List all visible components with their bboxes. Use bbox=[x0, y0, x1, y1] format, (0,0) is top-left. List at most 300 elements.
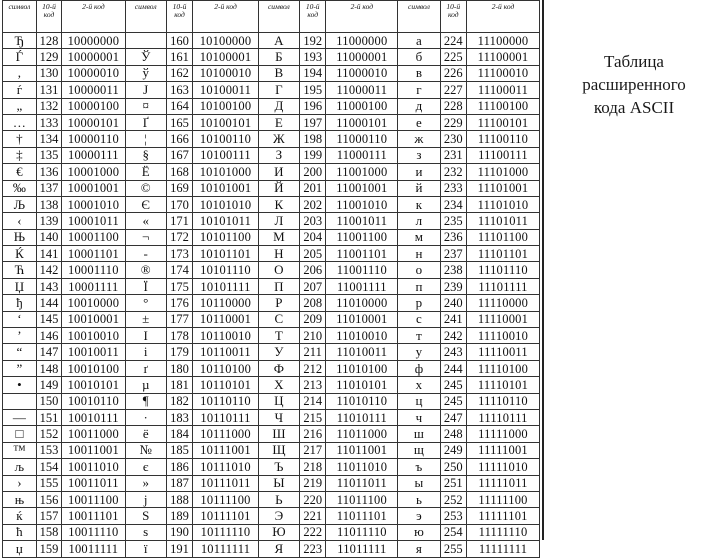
decimal-code-cell: 222 bbox=[299, 524, 325, 540]
column-header: 2-й код bbox=[466, 1, 539, 33]
binary-code-cell: 10011011 bbox=[62, 475, 125, 491]
decimal-code-cell: 233 bbox=[440, 180, 466, 196]
symbol-cell: о bbox=[398, 262, 440, 278]
symbol-cell: С bbox=[258, 311, 299, 327]
symbol-cell: О bbox=[258, 262, 299, 278]
symbol-cell: л bbox=[398, 213, 440, 229]
decimal-code-cell: 129 bbox=[36, 49, 61, 65]
symbol-cell: І bbox=[125, 328, 166, 344]
symbol-cell: Л bbox=[258, 213, 299, 229]
binary-code-cell: 10111110 bbox=[193, 524, 259, 540]
symbol-cell: е bbox=[398, 114, 440, 130]
symbol-cell: ¤ bbox=[125, 98, 166, 114]
decimal-code-cell: 172 bbox=[166, 229, 192, 245]
binary-code-cell: 11001010 bbox=[326, 196, 398, 212]
binary-code-cell: 10101001 bbox=[193, 180, 259, 196]
decimal-code-cell: 211 bbox=[299, 344, 325, 360]
symbol-cell: ё bbox=[125, 426, 166, 442]
decimal-code-cell: 138 bbox=[36, 196, 61, 212]
decimal-code-cell: 181 bbox=[166, 377, 192, 393]
binary-code-cell: 10110110 bbox=[193, 393, 259, 409]
decimal-code-cell: 184 bbox=[166, 426, 192, 442]
decimal-code-cell: 213 bbox=[299, 377, 325, 393]
binary-code-cell: 10011111 bbox=[62, 541, 125, 557]
decimal-code-cell: 187 bbox=[166, 475, 192, 491]
symbol-cell: - bbox=[125, 246, 166, 262]
decimal-code-cell: 163 bbox=[166, 82, 192, 98]
table-row bbox=[3, 344, 540, 360]
decimal-code-cell: 161 bbox=[166, 49, 192, 65]
symbol-cell: г bbox=[398, 82, 440, 98]
binary-code-cell: 10110001 bbox=[193, 311, 259, 327]
binary-code-cell: 10101010 bbox=[193, 196, 259, 212]
decimal-code-cell: 197 bbox=[299, 114, 325, 130]
decimal-code-cell: 226 bbox=[440, 65, 466, 81]
binary-code-cell: 10111011 bbox=[193, 475, 259, 491]
symbol-cell: с bbox=[398, 311, 440, 327]
binary-code-cell: 10101101 bbox=[193, 246, 259, 262]
decimal-code-cell: 212 bbox=[299, 360, 325, 376]
decimal-code-cell: 251 bbox=[440, 475, 466, 491]
symbol-cell: ¬ bbox=[125, 229, 166, 245]
symbol-cell: ј bbox=[125, 491, 166, 507]
decimal-code-cell: 149 bbox=[36, 377, 61, 393]
binary-code-cell: 11000010 bbox=[326, 65, 398, 81]
decimal-code-cell: 139 bbox=[36, 213, 61, 229]
decimal-code-cell: 252 bbox=[440, 491, 466, 507]
ascii-table bbox=[2, 0, 540, 558]
binary-code-cell: 10110010 bbox=[193, 328, 259, 344]
binary-code-cell: 11100100 bbox=[466, 98, 539, 114]
binary-code-cell: 11001111 bbox=[326, 278, 398, 294]
symbol-cell: љ bbox=[3, 459, 37, 475]
symbol-cell: м bbox=[398, 229, 440, 245]
table-row bbox=[3, 213, 540, 229]
decimal-code-cell: 196 bbox=[299, 98, 325, 114]
binary-code-cell: 10101111 bbox=[193, 278, 259, 294]
symbol-cell: Я bbox=[258, 541, 299, 557]
table-row bbox=[3, 393, 540, 409]
symbol-cell: “ bbox=[3, 344, 37, 360]
binary-code-cell: 10011000 bbox=[62, 426, 125, 442]
binary-code-cell: 11111110 bbox=[466, 524, 539, 540]
scan-edge-divider bbox=[542, 0, 544, 540]
symbol-cell: Ѕ bbox=[125, 508, 166, 524]
table-row bbox=[3, 98, 540, 114]
table-row bbox=[3, 508, 540, 524]
symbol-cell: µ bbox=[125, 377, 166, 393]
decimal-code-cell: 145 bbox=[36, 311, 61, 327]
binary-code-cell: 10011100 bbox=[62, 491, 125, 507]
column-header: 10-й код bbox=[36, 1, 61, 33]
decimal-code-cell: 237 bbox=[440, 246, 466, 262]
symbol-cell: ’ bbox=[3, 328, 37, 344]
table-row bbox=[3, 49, 540, 65]
binary-code-cell: 11011001 bbox=[326, 442, 398, 458]
decimal-code-cell: 198 bbox=[299, 131, 325, 147]
symbol-cell: Ю bbox=[258, 524, 299, 540]
column-header: 10-й код bbox=[166, 1, 192, 33]
decimal-code-cell: 245 bbox=[440, 377, 466, 393]
binary-code-cell: 10010011 bbox=[62, 344, 125, 360]
decimal-code-cell: 234 bbox=[440, 196, 466, 212]
table-row bbox=[3, 114, 540, 130]
symbol-cell: ф bbox=[398, 360, 440, 376]
binary-code-cell: 10100110 bbox=[193, 131, 259, 147]
symbol-cell: э bbox=[398, 508, 440, 524]
symbol-cell: В bbox=[258, 65, 299, 81]
symbol-cell: п bbox=[398, 278, 440, 294]
binary-code-cell: 11001100 bbox=[326, 229, 398, 245]
symbol-cell: □ bbox=[3, 426, 37, 442]
title-line: кода ASCII bbox=[593, 98, 675, 117]
symbol-cell: И bbox=[258, 164, 299, 180]
symbol-cell: А bbox=[258, 33, 299, 49]
decimal-code-cell: 183 bbox=[166, 409, 192, 425]
binary-code-cell: 11001001 bbox=[326, 180, 398, 196]
symbol-cell: Д bbox=[258, 98, 299, 114]
title-line: расширенного bbox=[582, 75, 686, 94]
column-header: 10-й код bbox=[299, 1, 325, 33]
binary-code-cell: 11011000 bbox=[326, 426, 398, 442]
symbol-cell: у bbox=[398, 344, 440, 360]
binary-code-cell: 11000100 bbox=[326, 98, 398, 114]
decimal-code-cell: 189 bbox=[166, 508, 192, 524]
symbol-cell: Ї bbox=[125, 278, 166, 294]
decimal-code-cell: 150 bbox=[36, 393, 61, 409]
symbol-cell: Н bbox=[258, 246, 299, 262]
symbol-cell: џ bbox=[3, 541, 37, 557]
decimal-code-cell: 177 bbox=[166, 311, 192, 327]
symbol-cell: Ќ bbox=[3, 246, 37, 262]
binary-code-cell: 11111111 bbox=[466, 541, 539, 557]
decimal-code-cell: 168 bbox=[166, 164, 192, 180]
symbol-cell: я bbox=[398, 541, 440, 557]
symbol-cell: Ж bbox=[258, 131, 299, 147]
column-header: символ bbox=[3, 1, 37, 33]
binary-code-cell: 11110000 bbox=[466, 295, 539, 311]
symbol-cell: Э bbox=[258, 508, 299, 524]
decimal-code-cell: 193 bbox=[299, 49, 325, 65]
binary-code-cell: 11010000 bbox=[326, 295, 398, 311]
table-row bbox=[3, 246, 540, 262]
symbol-cell: ‘ bbox=[3, 311, 37, 327]
binary-code-cell: 11101110 bbox=[466, 262, 539, 278]
decimal-code-cell: 214 bbox=[299, 393, 325, 409]
symbol-cell: Ф bbox=[258, 360, 299, 376]
decimal-code-cell: 206 bbox=[299, 262, 325, 278]
decimal-code-cell: 157 bbox=[36, 508, 61, 524]
symbol-cell: ° bbox=[125, 295, 166, 311]
decimal-code-cell: 249 bbox=[440, 442, 466, 458]
binary-code-cell: 10001101 bbox=[62, 246, 125, 262]
symbol-cell: б bbox=[398, 49, 440, 65]
table-row bbox=[3, 82, 540, 98]
symbol-cell: к bbox=[398, 196, 440, 212]
symbol-cell: Ґ bbox=[125, 114, 166, 130]
symbol-cell: Е bbox=[258, 114, 299, 130]
binary-code-cell: 11011110 bbox=[326, 524, 398, 540]
binary-code-cell: 11100101 bbox=[466, 114, 539, 130]
decimal-code-cell: 228 bbox=[440, 98, 466, 114]
table-row bbox=[3, 262, 540, 278]
binary-code-cell: 11000111 bbox=[326, 147, 398, 163]
binary-code-cell: 10110100 bbox=[193, 360, 259, 376]
binary-code-cell: 10001111 bbox=[62, 278, 125, 294]
symbol-cell: • bbox=[3, 377, 37, 393]
decimal-code-cell: 164 bbox=[166, 98, 192, 114]
binary-code-cell: 10010110 bbox=[62, 393, 125, 409]
table-row bbox=[3, 475, 540, 491]
binary-code-cell: 10000100 bbox=[62, 98, 125, 114]
symbol-cell: Г bbox=[258, 82, 299, 98]
decimal-code-cell: 162 bbox=[166, 65, 192, 81]
decimal-code-cell: 178 bbox=[166, 328, 192, 344]
decimal-code-cell: 205 bbox=[299, 246, 325, 262]
decimal-code-cell: 141 bbox=[36, 246, 61, 262]
decimal-code-cell: 130 bbox=[36, 65, 61, 81]
binary-code-cell: 10011101 bbox=[62, 508, 125, 524]
symbol-cell: ” bbox=[3, 360, 37, 376]
binary-code-cell: 11101101 bbox=[466, 246, 539, 262]
decimal-code-cell: 199 bbox=[299, 147, 325, 163]
column-header: 2-й код bbox=[193, 1, 259, 33]
binary-code-cell: 11111001 bbox=[466, 442, 539, 458]
table-row bbox=[3, 295, 540, 311]
symbol-cell: Б bbox=[258, 49, 299, 65]
symbol-cell: ‰ bbox=[3, 180, 37, 196]
symbol-cell: а bbox=[398, 33, 440, 49]
decimal-code-cell: 240 bbox=[440, 295, 466, 311]
decimal-code-cell: 180 bbox=[166, 360, 192, 376]
symbol-cell: » bbox=[125, 475, 166, 491]
symbol-cell: ™ bbox=[3, 442, 37, 458]
binary-code-cell: 11011111 bbox=[326, 541, 398, 557]
binary-code-cell: 10111000 bbox=[193, 426, 259, 442]
symbol-cell: њ bbox=[3, 491, 37, 507]
table-row bbox=[3, 33, 540, 49]
symbol-cell: ¦ bbox=[125, 131, 166, 147]
binary-code-cell: 11101011 bbox=[466, 213, 539, 229]
binary-code-cell: 10010000 bbox=[62, 295, 125, 311]
symbol-cell: Щ bbox=[258, 442, 299, 458]
binary-code-cell: 10011010 bbox=[62, 459, 125, 475]
binary-code-cell: 10010100 bbox=[62, 360, 125, 376]
symbol-cell: З bbox=[258, 147, 299, 163]
binary-code-cell: 10100111 bbox=[193, 147, 259, 163]
binary-code-cell: 10001001 bbox=[62, 180, 125, 196]
title-line: Таблица bbox=[604, 52, 664, 71]
decimal-code-cell: 132 bbox=[36, 98, 61, 114]
symbol-cell: Љ bbox=[3, 196, 37, 212]
decimal-code-cell: 135 bbox=[36, 147, 61, 163]
binary-code-cell: 11010101 bbox=[326, 377, 398, 393]
binary-code-cell: 11000000 bbox=[326, 33, 398, 49]
decimal-code-cell: 229 bbox=[440, 114, 466, 130]
decimal-code-cell: 239 bbox=[440, 278, 466, 294]
symbol-cell: й bbox=[398, 180, 440, 196]
binary-code-cell: 10001110 bbox=[62, 262, 125, 278]
decimal-code-cell: 169 bbox=[166, 180, 192, 196]
binary-code-cell: 11010011 bbox=[326, 344, 398, 360]
decimal-code-cell: 204 bbox=[299, 229, 325, 245]
decimal-code-cell: 155 bbox=[36, 475, 61, 491]
decimal-code-cell: 156 bbox=[36, 491, 61, 507]
binary-code-cell: 11110111 bbox=[466, 409, 539, 425]
binary-code-cell: 10100001 bbox=[193, 49, 259, 65]
binary-code-cell: 10111010 bbox=[193, 459, 259, 475]
binary-code-cell: 10000001 bbox=[62, 49, 125, 65]
decimal-code-cell: 245 bbox=[440, 393, 466, 409]
decimal-code-cell: 248 bbox=[440, 426, 466, 442]
decimal-code-cell: 201 bbox=[299, 180, 325, 196]
decimal-code-cell: 253 bbox=[440, 508, 466, 524]
binary-code-cell: 11010010 bbox=[326, 328, 398, 344]
binary-code-cell: 11100110 bbox=[466, 131, 539, 147]
table-row bbox=[3, 524, 540, 540]
decimal-code-cell: 200 bbox=[299, 164, 325, 180]
symbol-cell: ґ bbox=[125, 360, 166, 376]
decimal-code-cell: 147 bbox=[36, 344, 61, 360]
decimal-code-cell: 154 bbox=[36, 459, 61, 475]
decimal-code-cell: 230 bbox=[440, 131, 466, 147]
decimal-code-cell: 255 bbox=[440, 541, 466, 557]
decimal-code-cell: 224 bbox=[440, 33, 466, 49]
binary-code-cell: 11000011 bbox=[326, 82, 398, 98]
symbol-cell: Џ bbox=[3, 278, 37, 294]
table-row bbox=[3, 459, 540, 475]
symbol-cell: и bbox=[398, 164, 440, 180]
binary-code-cell: 11011010 bbox=[326, 459, 398, 475]
binary-code-cell: 11110001 bbox=[466, 311, 539, 327]
decimal-code-cell: 250 bbox=[440, 459, 466, 475]
symbol-cell: ы bbox=[398, 475, 440, 491]
decimal-code-cell: 218 bbox=[299, 459, 325, 475]
symbol-cell: © bbox=[125, 180, 166, 196]
table-row bbox=[3, 147, 540, 163]
binary-code-cell: 11111000 bbox=[466, 426, 539, 442]
table-row bbox=[3, 131, 540, 147]
symbol-cell: М bbox=[258, 229, 299, 245]
decimal-code-cell: 134 bbox=[36, 131, 61, 147]
symbol-cell: ѕ bbox=[125, 524, 166, 540]
decimal-code-cell: 153 bbox=[36, 442, 61, 458]
symbol-cell: Ш bbox=[258, 426, 299, 442]
symbol-cell: Ы bbox=[258, 475, 299, 491]
symbol-cell: Є bbox=[125, 196, 166, 212]
binary-code-cell: 11101100 bbox=[466, 229, 539, 245]
decimal-code-cell: 247 bbox=[440, 409, 466, 425]
binary-code-cell: 10000010 bbox=[62, 65, 125, 81]
decimal-code-cell: 235 bbox=[440, 213, 466, 229]
binary-code-cell: 11100010 bbox=[466, 65, 539, 81]
binary-code-cell: 11111100 bbox=[466, 491, 539, 507]
decimal-code-cell: 243 bbox=[440, 344, 466, 360]
symbol-cell: У bbox=[258, 344, 299, 360]
decimal-code-cell: 148 bbox=[36, 360, 61, 376]
symbol-cell: › bbox=[3, 475, 37, 491]
symbol-cell: ¶ bbox=[125, 393, 166, 409]
symbol-cell: з bbox=[398, 147, 440, 163]
table-row bbox=[3, 426, 540, 442]
symbol-cell: ш bbox=[398, 426, 440, 442]
binary-code-cell: 10110011 bbox=[193, 344, 259, 360]
decimal-code-cell: 191 bbox=[166, 541, 192, 557]
decimal-code-cell: 194 bbox=[299, 65, 325, 81]
binary-code-cell: 10101100 bbox=[193, 229, 259, 245]
decimal-code-cell: 151 bbox=[36, 409, 61, 425]
symbol-cell: К bbox=[258, 196, 299, 212]
symbol-cell: Ў bbox=[125, 49, 166, 65]
decimal-code-cell: 220 bbox=[299, 491, 325, 507]
binary-code-cell: 11011011 bbox=[326, 475, 398, 491]
decimal-code-cell: 203 bbox=[299, 213, 325, 229]
table-row bbox=[3, 360, 540, 376]
symbol-cell: н bbox=[398, 246, 440, 262]
table-row bbox=[3, 229, 540, 245]
decimal-code-cell: 241 bbox=[440, 311, 466, 327]
decimal-code-cell: 223 bbox=[299, 541, 325, 557]
decimal-code-cell: 225 bbox=[440, 49, 466, 65]
binary-code-cell: 11101000 bbox=[466, 164, 539, 180]
symbol-cell: Р bbox=[258, 295, 299, 311]
binary-code-cell: 11111101 bbox=[466, 508, 539, 524]
table-row bbox=[3, 180, 540, 196]
symbol-cell: Њ bbox=[3, 229, 37, 245]
symbol-cell: ж bbox=[398, 131, 440, 147]
decimal-code-cell: 192 bbox=[299, 33, 325, 49]
binary-code-cell: 10010001 bbox=[62, 311, 125, 327]
decimal-code-cell: 244 bbox=[440, 360, 466, 376]
decimal-code-cell: 195 bbox=[299, 82, 325, 98]
decimal-code-cell: 173 bbox=[166, 246, 192, 262]
decimal-code-cell: 227 bbox=[440, 82, 466, 98]
symbol-cell: ћ bbox=[3, 524, 37, 540]
symbol-cell: Й bbox=[258, 180, 299, 196]
decimal-code-cell: 152 bbox=[36, 426, 61, 442]
binary-code-cell: 10001010 bbox=[62, 196, 125, 212]
binary-code-cell: 11101001 bbox=[466, 180, 539, 196]
decimal-code-cell: 160 bbox=[166, 33, 192, 49]
binary-code-cell: 10101011 bbox=[193, 213, 259, 229]
binary-code-cell: 11001000 bbox=[326, 164, 398, 180]
binary-code-cell: 10000011 bbox=[62, 82, 125, 98]
decimal-code-cell: 133 bbox=[36, 114, 61, 130]
symbol-cell: , bbox=[3, 65, 37, 81]
binary-code-cell: 11000001 bbox=[326, 49, 398, 65]
symbol-cell: § bbox=[125, 147, 166, 163]
binary-code-cell: 10000000 bbox=[62, 33, 125, 49]
binary-code-cell: 10110000 bbox=[193, 295, 259, 311]
table-row bbox=[3, 278, 540, 294]
binary-code-cell: 11000101 bbox=[326, 114, 398, 130]
table-row bbox=[3, 196, 540, 212]
binary-code-cell: 10000101 bbox=[62, 114, 125, 130]
decimal-code-cell: 209 bbox=[299, 311, 325, 327]
symbol-cell: Ъ bbox=[258, 459, 299, 475]
decimal-code-cell: 128 bbox=[36, 33, 61, 49]
binary-code-cell: 10100000 bbox=[193, 33, 259, 49]
decimal-code-cell: 221 bbox=[299, 508, 325, 524]
decimal-code-cell: 158 bbox=[36, 524, 61, 540]
binary-code-cell: 10010010 bbox=[62, 328, 125, 344]
symbol-cell: в bbox=[398, 65, 440, 81]
binary-code-cell: 10111111 bbox=[193, 541, 259, 557]
symbol-cell: ‡ bbox=[3, 147, 37, 163]
decimal-code-cell: 136 bbox=[36, 164, 61, 180]
symbol-cell: Х bbox=[258, 377, 299, 393]
symbol-cell: ч bbox=[398, 409, 440, 425]
